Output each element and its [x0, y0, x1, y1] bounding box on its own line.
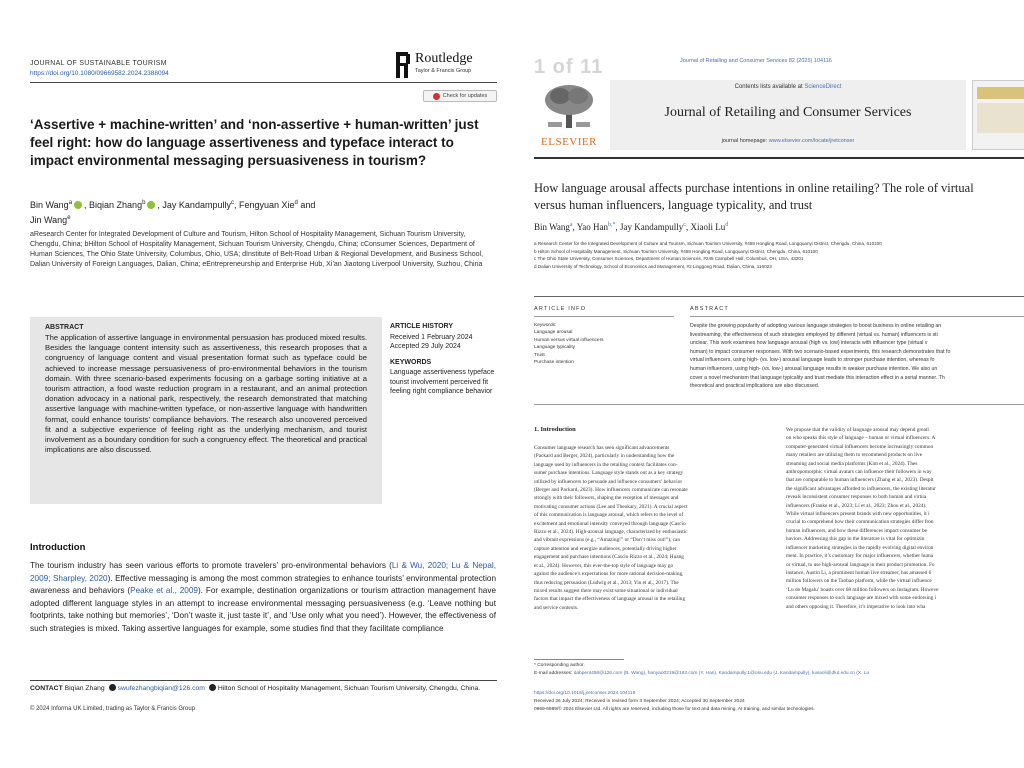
header-divider: [534, 157, 1024, 159]
issn-copyright: 0969-6989/© 2024 Elsevier Ltd. All rights are reserved, including those for text and data mining, AI training, and similar technologies.: [534, 707, 815, 712]
orcid-icon[interactable]: [74, 201, 82, 209]
check-updates-button[interactable]: [423, 90, 497, 102]
publisher-sub: Taylor & Francis Group: [415, 68, 472, 74]
abstract-heading: ABSTRACT: [45, 324, 84, 331]
copyright: © 2024 Informa UK Limited, trading as Taylor & Francis Group: [30, 706, 196, 712]
journal-banner: [610, 80, 966, 150]
footer-divider: [30, 680, 497, 681]
abstract-heading: ABSTRACT: [690, 306, 729, 312]
affiliations: a Research Center for the Integrated Development of Culture and Tourism, Sichuan Tourism University, #459 Hongling Road, Longquanyi District, Chengdu, China, 610100 b Hilton School of Hospitality Management, Sichuan Tourism University, #459 Hongling Road, Longquanyi District, Chengdu, China, 610100 c The Ohio State University, Consumer Sciences, Department of Human Sciences, #245 Campbell Hall, Columbus, OH, USA, 43201 d Dalian University of Technology, School of Economics and Management, #2 Linggong Road, Dalian, China, 116023: [534, 241, 882, 269]
affiliations: aResearch Center for Integrated Development of Culture and Tourism, Hilton School of Hospitality Management, Sichuan Tourism University, Chengdu, China; bHilton School of Hospitality Management, Sichuan Tourism University, Chengdu, China; cConsumer Sciences, Department of Human Sciences, The Ohio State University, Columbus, Ohio, USA; dInstitute of Belt-Road Urban & Regional Development, and Business School, Dalian University of Foreign Languages, Dalian, China; eEntrepreneurship and Enterprise Hub, Xi’an Jiaotong Liverpool University, Suzhou, China: [30, 231, 484, 268]
publisher-name: Routledge: [415, 51, 473, 66]
author-emails[interactable]: dabpent458@126.com (B. Wang), hanyao0219@163.com (Y. Han), Kandampully.1@osu.edu (J. Kandampully), luxiaoli@dlut.edu.cn (X. Lu: [573, 671, 870, 676]
address-icon: [209, 684, 216, 691]
doi-link[interactable]: https://doi.org/10.1016/j.jretconser.2024.104116: [534, 691, 636, 696]
journal-name: JOURNAL OF SUSTAINABLE TOURISM: [30, 60, 167, 67]
homepage-link[interactable]: www.elsevier.com/locate/jretconser: [768, 138, 855, 144]
header-divider: [30, 82, 497, 83]
citation-link[interactable]: Li & Wu, 2020; Lu & Nepal, 2009; Sharpley, 2020: [30, 561, 496, 583]
article-info-heading: ARTICLE INFO: [534, 306, 587, 312]
doi-link[interactable]: https://doi.org/10.1080/09669582.2024.2388094: [30, 70, 169, 77]
article-sidebar: [390, 322, 500, 397]
abstract-box: [30, 317, 382, 504]
intro-heading: 1. Introduction: [534, 426, 576, 433]
article-title: ‘Assertive + machine-written’ and ‘non-assertive + human-written’ just feel right: how do language assertiveness and typeface interact to impact environmental messaging persuasiveness in tourism?: [30, 117, 479, 168]
author-name: Bin Wang: [30, 200, 69, 210]
body-column-right: We propose that the validity of language arousal may depend greatl on who speaks this style of language – human or virtual influencers. A computer-generated virtual influencers become increasingly common many retailers are utilizing them to recommend products on live streaming and social media platforms (Kim et al., 2024). Thes anthropomorphic virtual avatars can influence their followers in way that are comparable to human influencers (Zhang et al., 2023). Despit the significant advantages afforded to influencers, the existing literatur reveals inconsistent consumer responses to both human and virtua influencers (Franke et al., 2023; Li et al., 2023; Zhou et al., 2024). While virtual influencers present brands with new opportunities, it i crucial to comprehend how their communication strategies differ fron human influencers, and how these differences impact consumer be haviors. Addressing this gap in the literature is vital for optimizin influencer marketing strategies in the rapidly evolving digital environ ment. In practice, it’s customary for major influencers, whether huma or virtual, to use high-arousal language in their product promotion. Fo instance, Austin Li, a prominent human live streamer, has amassed 6 million followers on the Taobao platform, while the virtual influence ‘Lu do Magalu’ boasts over 68 million followers on Instagram. Howeve consumer responses to such language are mixed with some endorsing i and others opposing it. Therefore, it’s imperative to look into wha: [786, 427, 939, 610]
intro-heading: Introduction: [30, 542, 86, 553]
journal-title: Journal of Retailing and Consumer Services: [664, 105, 912, 120]
author-name: , Biqian Zhang: [84, 200, 143, 210]
citation-link[interactable]: Peake et al., 2009: [130, 586, 198, 596]
author-name: , Jay Kandampully: [157, 200, 231, 210]
footnote: * Corresponding author. E-mail addresses: dabpent458@126.com (B. Wang), hanyao0219@163.com (Y. Han), Kandampully.1@osu.edu (J. Kandampully), luxiaoli@dlut.edu.cn (X. Lu: [534, 663, 870, 676]
abstract-text: The application of assertive language in environmental persuasion has produced mixed results. Besides the language content intensity such as assertiveness, this research proposes that a congruency of language content and visual presentation format such as typeface could be achieved to increase message persuasiveness of pro-environmental behaviors in the tourism domain. With three scenario-based experiments focusing on a garbage sorting initiative at a tourism attraction, a food waste reduction program in a restaurant, and an animal protection donation advocacy in a national park, respectively, the research demonstrated that matching assertive language with machine-written typeface, or non-assertive language with handwritten format, could enhance tourists’ compliance behaviors. The research also uncovered perceived fit and a subjective experience of feeling right as the underlying mechanism, and tourist involvement as a boundary condition for such a congruency effect. The theoretical and practical implications are also discussed.: [45, 333, 367, 455]
history-received: Received 1 February 2024: [390, 333, 473, 341]
author-list: Bin Wang$^a$ , Biqian Zhang$^b$ , Jay Kandampully$^c$, Fengyuan Xie$^d$ and Jin Wang$^e$: [30, 200, 316, 225]
history-heading: ARTICLE HISTORY: [390, 323, 454, 330]
homepage-line: journal homepage: www.elsevier.com/locate/jretconser: [721, 138, 855, 144]
section-divider: [534, 404, 1024, 405]
orcid-icon[interactable]: [147, 201, 155, 209]
page-indicator: 1 of 11: [534, 56, 604, 78]
author-list: Bin Wang$^a$, Yao Han$^{b,*}$, Jay Kandampully$^c$, Xiaoli Lu$^d$: [534, 222, 729, 232]
contact-info: CONTACT Biqian Zhang swufezhangbiqian@126.com Hilton School of Hospitality Management, Sichuan Tourism University, Chengdu, China.: [30, 685, 481, 692]
email-icon: [109, 684, 116, 691]
keywords-list: Language assertiveness typeface tourist involvement perceived fit feeling right compliance behavior: [390, 369, 495, 395]
keywords-list: Keywords: Language arousal Human versus virtual influencers Language typicality Trust Purchase intention: [534, 323, 604, 366]
journal-header: [534, 80, 1024, 150]
section-divider: [534, 296, 1024, 297]
author-name: Jin Wang: [30, 215, 68, 225]
sciencedirect-link[interactable]: ScienceDirect: [804, 84, 842, 90]
journal-cover-thumbnail: [972, 80, 1024, 150]
elsevier-tree-icon: [542, 82, 596, 130]
article-title: How language arousal affects purchase intentions in online retailing? The role of virtual versus human influencers, language typicality, and trust: [534, 181, 974, 212]
body-column-left: Consumer language research has seen significant advancements (Packard and Berger, 2024), particularly in understanding how the language used by influencers in the retailing context facilitates con- sumer purchase intentions. Language style stands out as a key strategy utilized by influencers to persuade and influence consumers’ behavior (Berger and Packard, 2023). How influencers communicate can resonate strongly with their followers, shaping the reception of messages and motivating consumer actions (Lee and Theokary, 2021). A crucial aspect of this communication is language arousal, which refers to the level of excitement and emotional intensity conveyed through language (Cascio Rizzo et al., 2024). High-arousal language, characterized by enthusiastic and vibrant expressions (e.g., “Amazing!” or “Don’t miss out!”), can capture attention and energize audiences, potentially driving higher engagement and purchase intentions (Cascio Rizzo et al., 2024; Huang et al., 2024). However, this ever-the-top style of language may go against the audience’s expectations for more rational decision-making, thus reducing persuasion (Ludwig et al., 2013; Yin et al., 2017). The mixed results suggest there may exist some situational or individual factors that impact the effectiveness of language arousal in the retailing and service contexts.: [534, 445, 688, 611]
check-updates-label: Check for updates: [442, 93, 488, 99]
publisher-logo: [396, 52, 473, 78]
contact-email-link[interactable]: swufezhangbiqian@126.com: [117, 685, 205, 692]
publication-info: [534, 690, 1024, 714]
elsevier-logo: [534, 80, 604, 150]
abstract-text: Despite the growing popularity of adopting various language strategies to boost business in online retailing an livestreaming, the effectiveness of such strategies employed by different (virtual vs. human) influencers is sti unclear. This work examines how language arousal (high vs. low) interacts with influencer type (virtual v human) to impact consumer responses. With two scenario-based experiments, this research demonstrates that fo virtual influencers, using high- (vs. low-) arousal language leads to stronger purchase intention, whereas fo human influencers, using high- (vs. low-) arousal language results in weaker purchase intention. We also un cover a novel mechanism that language typicality and trust mediate this interaction effect in a serial manner. Th theoretical and practical implications are also discussed.: [690, 323, 951, 390]
footnote-divider: [534, 659, 624, 660]
elsevier-wordmark: ELSEVIER: [541, 136, 597, 148]
received-dates: Received 26 July 2024; Received in revised form 3 September 2024; Accepted 30 September 2024: [534, 699, 745, 704]
right-paper-page: [512, 0, 1024, 768]
author-name: , Fengyuan Xie: [233, 200, 295, 210]
keywords-heading: KEYWORDS: [390, 358, 432, 366]
journal-citation: Journal of Retailing and Consumer Services 82 (2025) 104116: [680, 58, 832, 64]
contents-line: Contents lists available at ScienceDirect: [734, 84, 842, 90]
history-accepted: Accepted 29 July 2024: [390, 343, 461, 350]
routledge-r-icon: [396, 52, 410, 78]
intro-paragraph: The tourism industry has seen various efforts to promote travelers’ pro-environmental behaviors (Li & Wu, 2020; Lu & Nepal, 2009; Sharpley, 2020). Effective messaging is among the most common strategies to enhance tourists’ environmental protection awareness and behaviors (Peake et al., 2009). For example, destination organizations or tourism attraction management have adopted different language styles in an attempt to increase environmental messaging persuasiveness (e.g. ‘Leave nothing but footprints, take nothing but memories’, ‘Don’t waste it, just taste it’, and ‘Use only what you need’). However, the effectiveness of such strategies is mixed. Taking assertive languages for example, some studies find that they facilitate compliance: [30, 561, 497, 633]
update-badge-icon: [433, 93, 440, 100]
